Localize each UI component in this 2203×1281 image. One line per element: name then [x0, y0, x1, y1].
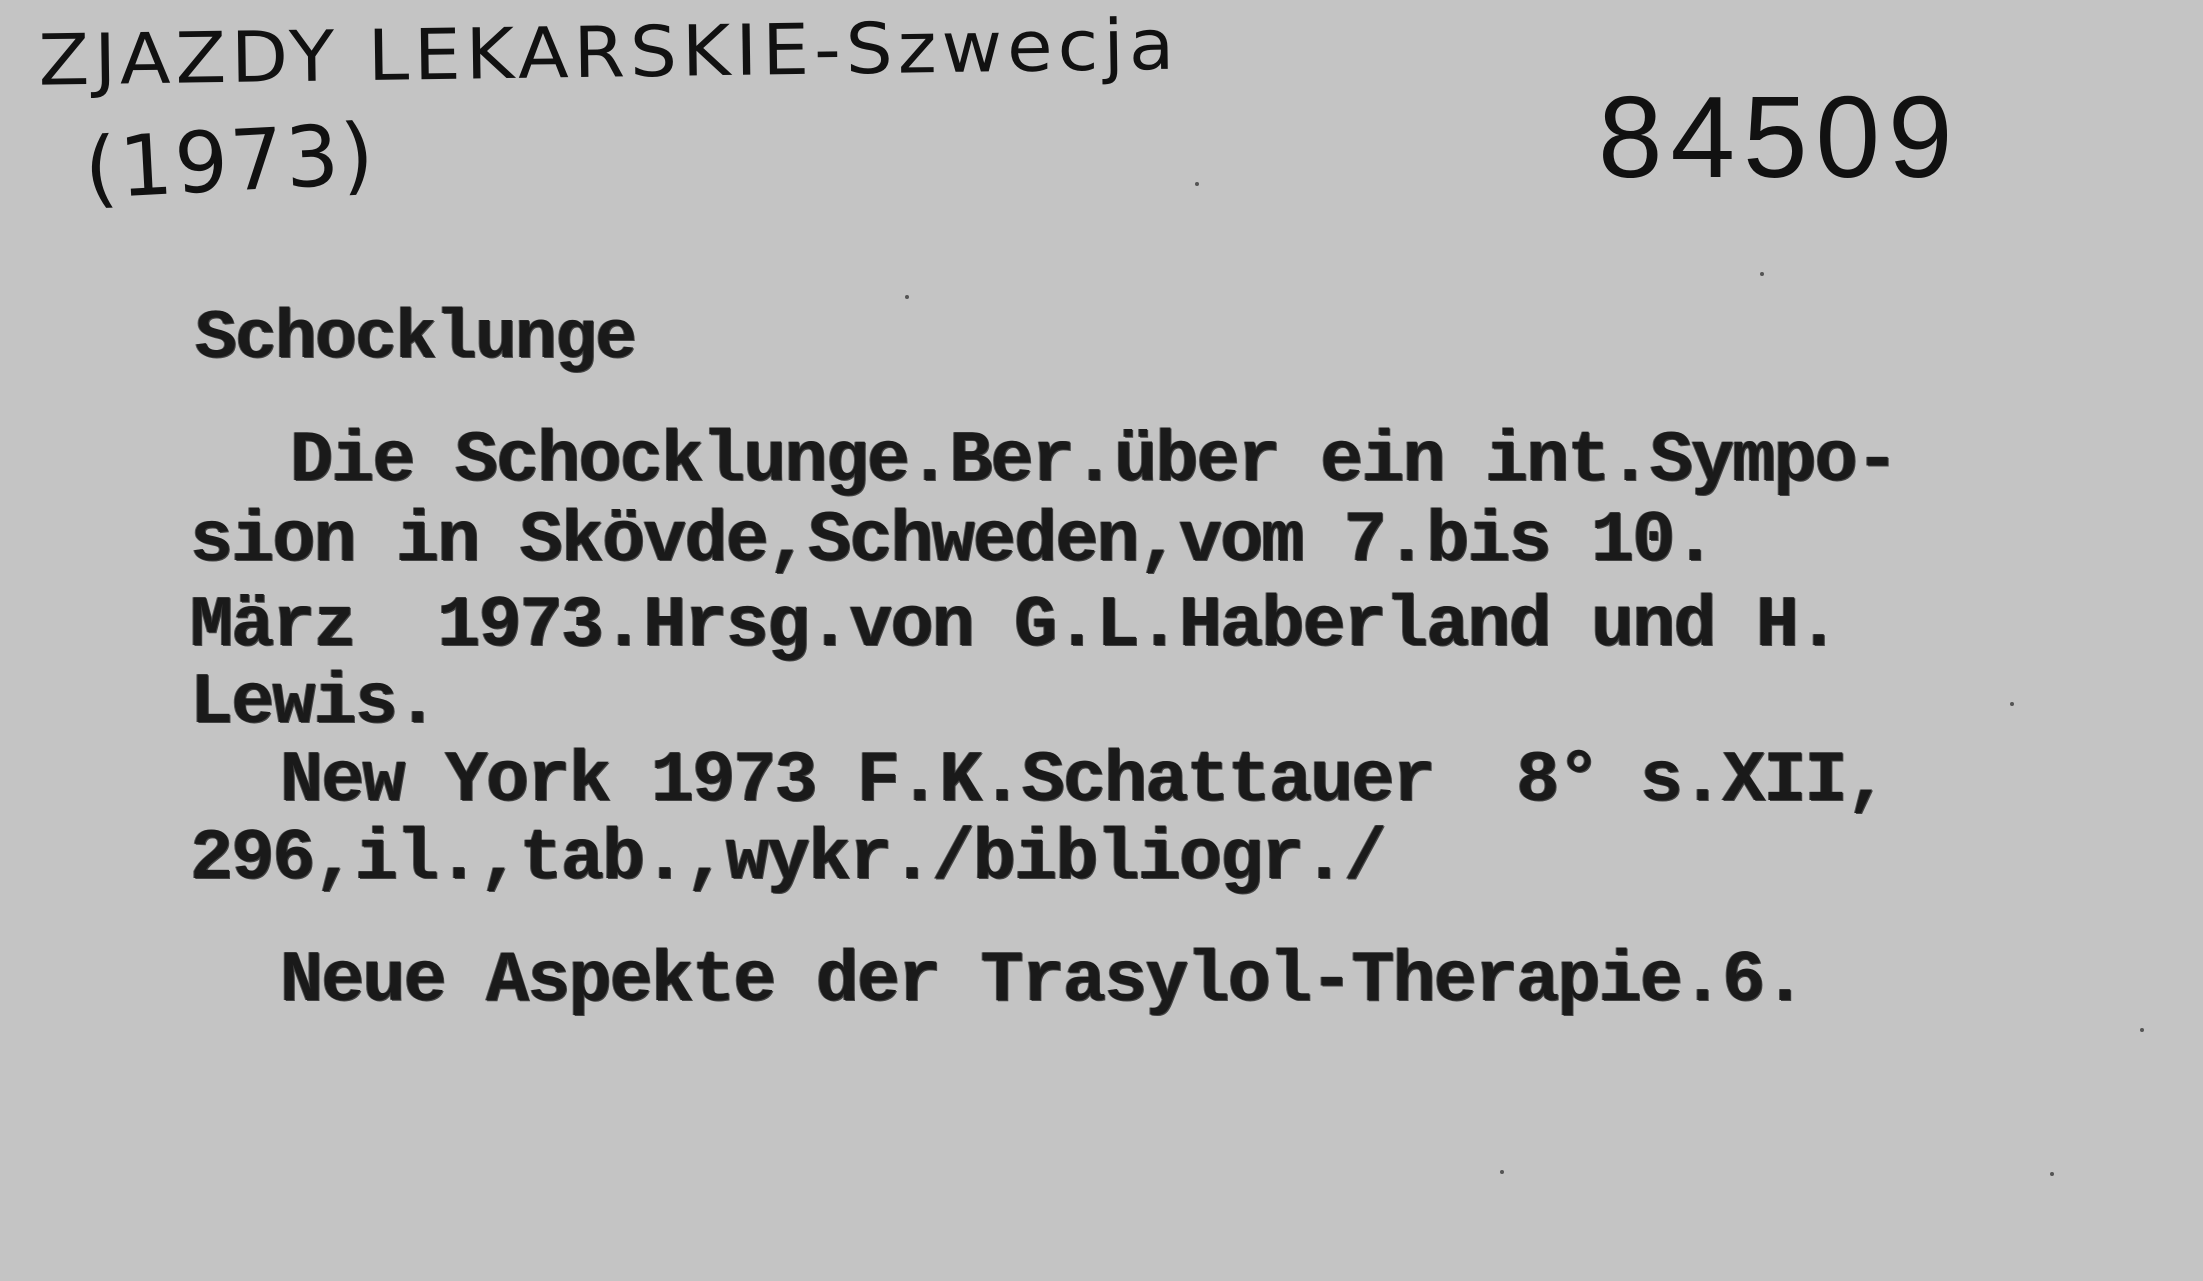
call-number: 84509 — [1598, 72, 1961, 202]
description-line: sion in Skövde,Schweden,vom 7.bis 10. — [190, 500, 1715, 582]
collation-line: 296,il.,tab.,wykr./bibliogr./ — [190, 818, 1386, 900]
paper-speck — [1760, 272, 1764, 276]
handwritten-heading: ZJAZDY LEKARSKIE-Szwecja — [38, 4, 1180, 102]
description-line: März 1973.Hrsg.von G.L.Haberland und H. — [190, 585, 1839, 667]
paper-speck — [2010, 702, 2014, 706]
paper-speck — [2140, 1028, 2144, 1032]
subject-heading: Schocklunge — [195, 300, 636, 379]
handwritten-year: (1973) — [82, 104, 379, 218]
series-line: Neue Aspekte der Trasylol-Therapie.6. — [280, 940, 1805, 1022]
description-line: Die Schocklunge.Ber.über ein int.Sympo- — [290, 420, 1898, 502]
paper-speck — [2050, 1172, 2054, 1176]
imprint-line: New York 1973 F.K.Schattauer 8° s.XII, — [280, 740, 1888, 822]
paper-speck — [905, 295, 909, 299]
description-line: Lewis. — [190, 662, 438, 744]
paper-speck — [1500, 1170, 1504, 1174]
paper-speck — [1195, 182, 1199, 186]
